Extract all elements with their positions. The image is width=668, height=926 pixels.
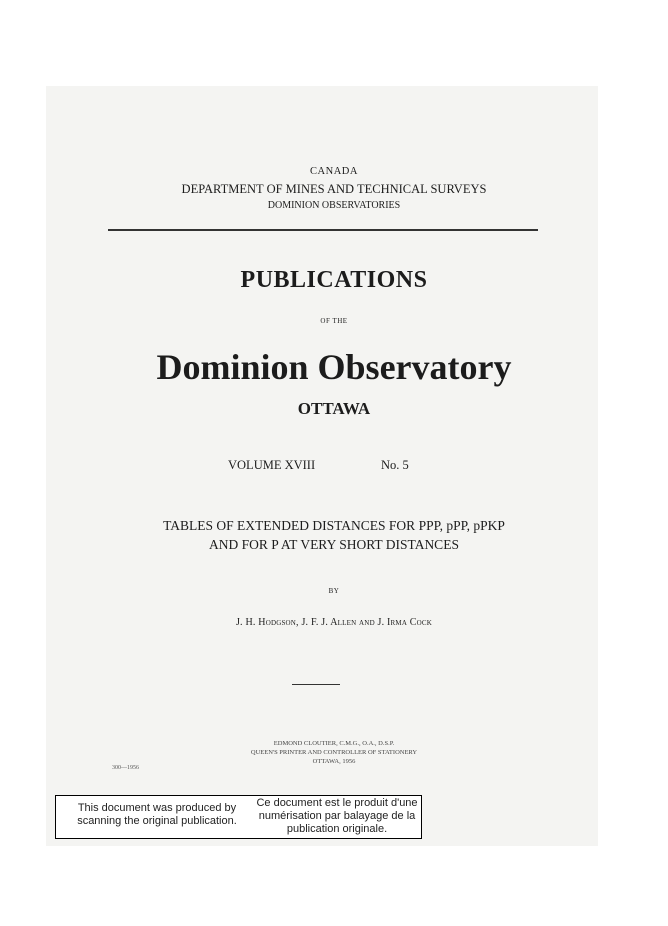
by-label: BY bbox=[328, 587, 340, 595]
country-heading: CANADA bbox=[310, 166, 358, 177]
imprint-line3: OTTAWA, 1956 bbox=[312, 758, 356, 765]
publications-heading: PUBLICATIONS bbox=[240, 267, 428, 293]
of-the-label: OF THE bbox=[320, 317, 348, 325]
number-label: No. 5 bbox=[381, 458, 409, 472]
city-heading: OTTAWA bbox=[297, 399, 371, 418]
volume-label: VOLUME XVIII bbox=[228, 458, 316, 472]
division-heading: DOMINION OBSERVATORIES bbox=[267, 200, 401, 211]
notice-english: This document was produced by scanning the original publication. bbox=[77, 802, 237, 827]
authors-line: J. H. Hodgson, J. F. J. Allen and J. Irma Cock bbox=[235, 617, 433, 628]
department-heading: DEPARTMENT OF MINES AND TECHNICAL SURVEYS bbox=[181, 182, 487, 196]
paper-title-line2: AND FOR P AT VERY SHORT DISTANCES bbox=[209, 537, 459, 552]
imprint-line2: QUEEN'S PRINTER AND CONTROLLER OF STATIONERY bbox=[250, 749, 418, 756]
digitization-notice bbox=[55, 795, 422, 839]
paper-title-line1: TABLES OF EXTENDED DISTANCES FOR PPP, pPP, pPKP bbox=[163, 518, 505, 533]
imprint-line1: EDMOND CLOUTIER, C.M.G., O.A., D.S.P. bbox=[273, 740, 395, 747]
print-number: 300—1956 bbox=[112, 765, 139, 771]
observatory-title: Dominion Observatory bbox=[156, 347, 512, 387]
short-rule bbox=[292, 684, 340, 685]
notice-french: Ce document est le produit d'une numérisation par balayage de la publication originale. bbox=[256, 797, 418, 835]
header-rule bbox=[108, 229, 538, 231]
